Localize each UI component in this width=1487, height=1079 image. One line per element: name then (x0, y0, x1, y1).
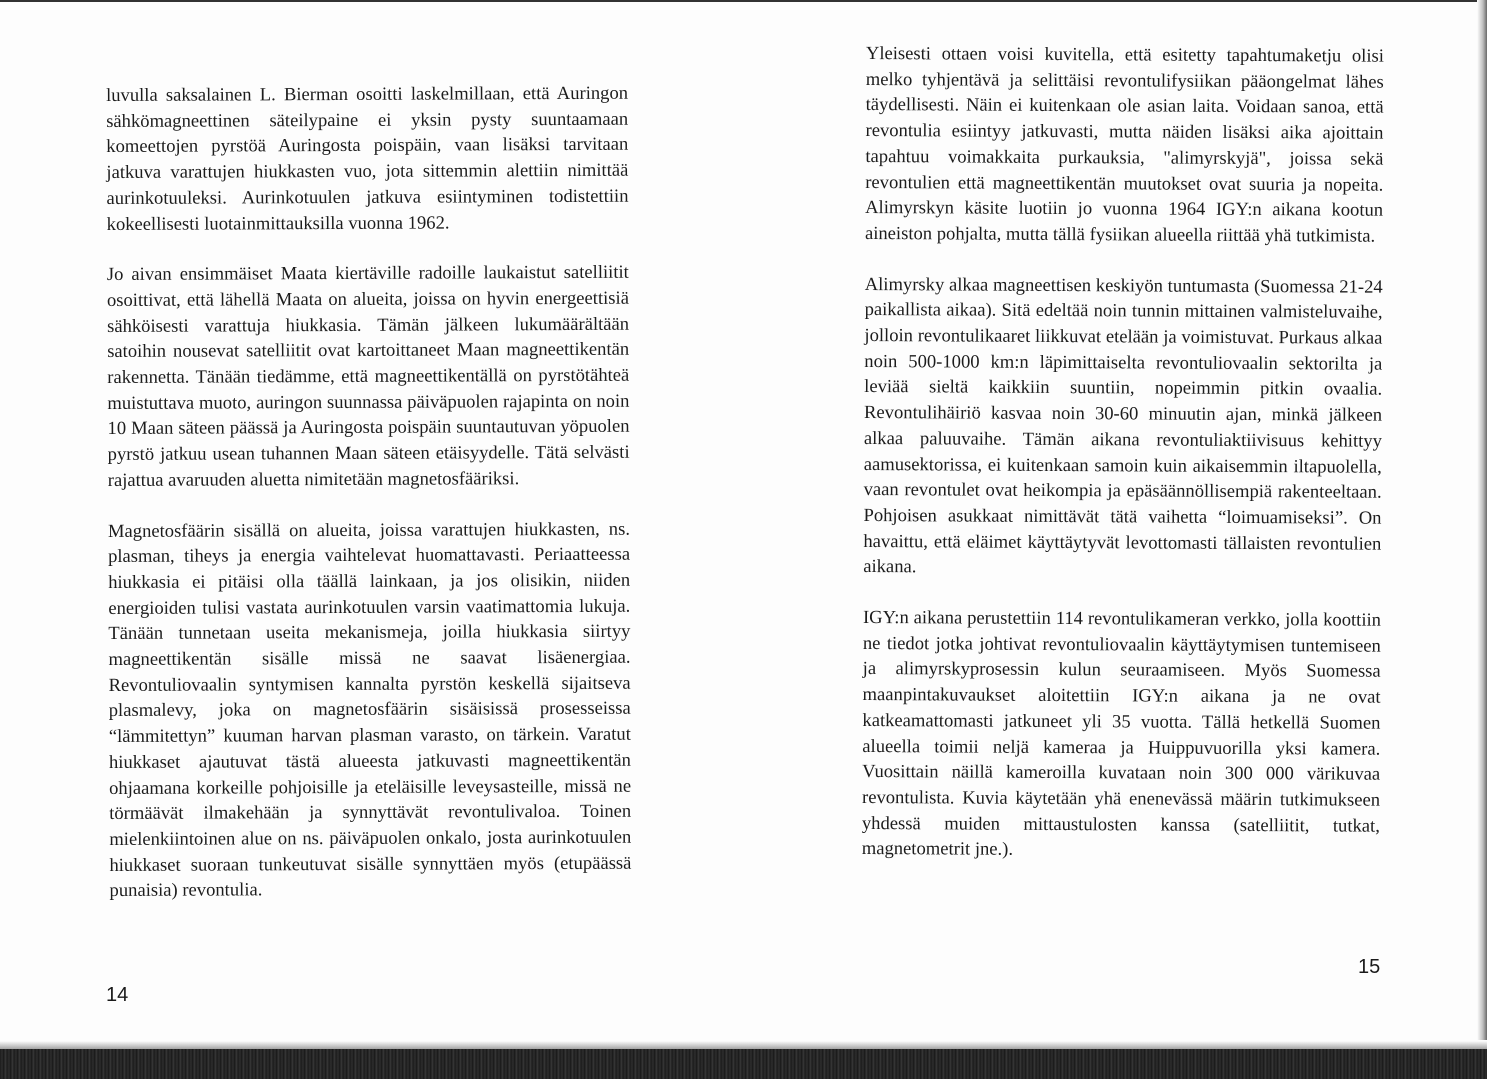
right-paragraph-3: IGY:n aikana perustettiin 114 revontulikameran verkko, jolla koottiin ne tiedot jotka johtivat revontuliovaalin käyttäytymisen tuntemiseen ja alimyrskyprosessin kulun seuraamiseen. Myös Suomessa maanpintakuvaukset aloitettiin IGY:n aikana ja ne ovat katkeamattomasti jatkuneet yli 35 vuotta. Tällä hetkellä Suomen alueella toimii neljä kameraa ja Huippuvuorilla yksi kamera. Vuosittain näillä kameroilla kuvataan noin 300 000 värikuvaa revontulista. Kuvia käytetään yhä enenevässä määrin tutkimukseen yhdessä muiden mittaustulosten kanssa (satelliitit, tutkat, magnetometrit jne.). (861, 607, 1382, 861)
right-page (740, 0, 1480, 1040)
right-paragraph-2: Alimyrsky alkaa magneettisen keskiyön tuntumasta (Suomessa 21-24 paikallista aikaa). Sitä edeltää noin tunnin mittainen valmisteluvaihe, jolloin revontulikaaret liikkuvat etelään ja voimistuvat. Purkaus alkaa noin 500-1000 km:n läpimittaiselta revontuliovaalin sektorilta ja leviää sieltä kaikkiin suuntiin, nopeimmin pitkin ovaalia. Revontulihäiriö kasvaa noin 30-60 minuutin ajan, minkä jälkeen alkaa paluuvaihe. Tämän aikana revontuliaktiivisuus kehittyy aamusektorissa, ei kuitenkaan samoin kuin aikaisemmin iltapuolella, vaan revontulet ovat heikompia ja epäsäännöllisempiä rakenteeltaan. Pohjoisen asukkaat nimittävät tätä vaihetta “loimuamiseksi”. On havaittu, että eläimet käyttäytyvät levottomasti tällaisten revontulien aikana. (863, 273, 1383, 578)
right-page-number: 15 (1358, 956, 1381, 978)
left-paragraph-3: Magnetosfäärin sisällä on alueita, joissa varattujen hiukkasten, ns. plasman, tiheys ja energia vaihtelevat huomattavasti. Periaatteessa hiukkasia ei pitäisi olla täällä lainkaan, ja jos olisikin, niiden energioiden tulisi vastata aurinkotuulen varsin vaatimattomia lukuja. Tänään tunnetaan useita mekanismeja, joilla hiukkasia siirtyy magneettikentän sisälle missä ne saavat lisäenergiaa. Revontuliovaalin syntymisen kannalta pyrstön keskellä sijaitseva plasmalevy, joka on magnetosfäärin sisäisissä prosesseissa “lämmitettyn” kuuman harvan plasman varasto, on tärkein. Varatut hiukkaset ajautuvat tästä alueesta jatkuvasti magneettikentän ohjaamana korkeille pohjoisille ja eteläisille leveysasteille, missä ne törmäävät ilmakehään ja synnyttävät revontulivaloa. Toinen mielenkiintoinen alue on ns. päiväpuolen onkalo, josta aurinkotuulen hiukkaset suoraan tunkeutuvat sisälle synnyttäen myös (etupäässä punaisia) revontulia. (107, 518, 632, 902)
right-paragraph-1: Yleisesti ottaen voisi kuvitella, että esitetty tapahtumaketju olisi melko tyhjentävä ja selittäisi revontulifysiikan pääongelmat lähes täydellisesti. Näin ei kuitenkaan ole asian laita. Voidaan sanoa, että revontulia esiintyy jatkuvasti, mutta näiden lisäksi aika ajoittain tapahtuu voimakkaita purkauksia, "alimyrskyjä", joissa sekä revontulien että magneettikentän muutokset ovat suuria ja nopeita. Alimyrskyn käsite luotiin jo vuonna 1964 IGY:n aikana kootun aineiston pohjalta, mutta tällä fysiikan alueella riittää yhä tutkimista. (864, 42, 1384, 247)
left-page-number: 14 (106, 984, 129, 1006)
page-edge-shadow (1477, 0, 1487, 1040)
left-paragraph-2: Jo aivan ensimmäiset Maata kiertäville radoille laukaistut satelliitit osoittivat, että lähellä Maata on alueita, joissa on hyvin energeettisiä sähköisesti varattuja hiukkasia. Tämän jälkeen lukumäärältään satoihin nousevat satelliitit ovat kartoittaneet Maan magneettikentän rakennetta. Tänään tiedämme, että magneettikentällä on pyrstötähteä muistuttava muoto, auringon suunnassa päiväpuolen rajapinta on noin 10 Maan säteen päässä ja Auringosta poispäin suuntautuvan yöpuolen pyrstö jatkuu usean tuhannen Maan säteen etäisyydelle. Tätä selvästi rajattua avaruuden aluetta nimitetään magnetosfääriksi. (106, 261, 630, 491)
left-page-text-column (106, 81, 632, 904)
left-paragraph-1: luvulla saksalainen L. Bierman osoitti laskelmillaan, että Auringon sähkömagneettinen säteilypaine ei yksin pysty suuntaamaan komeettojen pyrstöä Auringosta poispäin, vaan lisäksi tarvitaan jatkuva varattujen hiukkasten vuo, jota sittemmin alettiin nimittää aurinkotuuleksi. Aurinkotuulen jatkuva esiintyminen todistettiin kokeellisesti luotainmittauksilla vuonna 1962. (106, 82, 629, 235)
left-page (0, 0, 740, 1040)
scanner-bottom-band (0, 1049, 1487, 1079)
right-page-text-column (862, 41, 1384, 865)
